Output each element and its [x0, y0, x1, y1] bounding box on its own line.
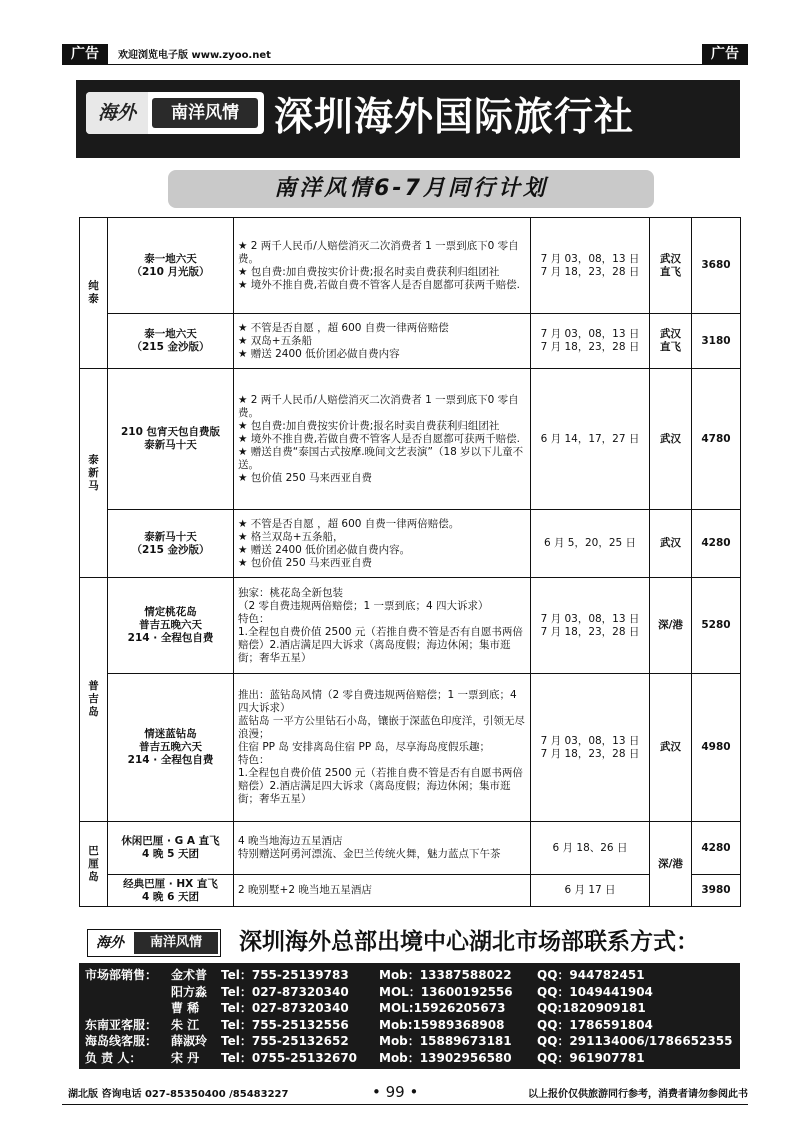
feature-line: ★ 包自费:加自费按实价计费;报名时卖自费获利归组团社 — [238, 265, 500, 278]
contact-role: 负 责 人： — [85, 1050, 142, 1065]
feature-line: ★ 赠送 2400 低价团必做自费内容。 — [238, 543, 411, 556]
product-line: 泰新马十天 — [144, 530, 197, 543]
feature-line: ★ 包自费:加自费按实价计费;报名时卖自费获利归组团社 — [238, 419, 500, 432]
footer-contact: 湖北版 咨询电话 027-85350400 /85483227 — [68, 1089, 289, 1100]
product-cell — [108, 510, 234, 578]
departure-line: 深/港 — [658, 857, 683, 870]
feature-line: ★ 格兰双岛+五条船， — [238, 530, 344, 543]
product-line: 214 · 全程包自费 — [127, 754, 214, 766]
product-line: 210 包宵天包自费版 — [120, 426, 221, 438]
contact-title: 深圳海外总部出境中心湖北市场部联系方式： — [239, 929, 699, 955]
departure-line: 直飞 — [660, 265, 681, 278]
dates-cell — [531, 369, 650, 510]
ad-label-right: 广告 — [702, 44, 748, 64]
date-line: 7 月 03，08，13 日 — [540, 612, 640, 625]
region-cell-thai — [80, 218, 108, 369]
feature-line: 1.全程包自费价值 2500 元（若推自费不管是否有自愿书两倍赔偿）2.酒店满足四大诉求（离岛度假；海边休闲；集市逛街；奢华五星） — [238, 767, 523, 805]
feature-line: ★ 2 两千人民币/人赔偿消灭二次消费者 1 一票到底下0 零自费。 — [238, 393, 519, 419]
departure-cell — [650, 674, 692, 822]
contact-row — [79, 984, 740, 1001]
contact-name: 朱 江 — [171, 1017, 200, 1032]
contact-logo — [87, 929, 221, 957]
date-line: 6 月 18、26 日 — [552, 841, 628, 854]
logo-text-left: 海外 — [86, 92, 148, 134]
product-cell — [108, 578, 234, 674]
contact-row — [79, 1033, 740, 1050]
contact-qq[interactable]: QQ：944782451 — [537, 968, 645, 982]
product-line: 普吉五晚六天 — [139, 619, 202, 631]
region-label: 纯泰 — [88, 280, 99, 305]
product-cell — [108, 674, 234, 822]
product-line: （210 月光版） — [131, 265, 210, 278]
contact-name: 宋 丹 — [171, 1050, 200, 1065]
date-line: 6 月 17 日 — [564, 884, 616, 896]
feature-line: 住宿 PP 岛 安排离岛住宿 PP 岛，尽享海岛度假乐趣； — [238, 741, 491, 753]
contact-name: 曹 稀 — [171, 1001, 200, 1015]
ad-label-left: 广告 — [62, 44, 108, 64]
date-line: 7 月 18，23，28 日 — [540, 265, 640, 278]
contact-row — [79, 1017, 740, 1034]
contact-mobile[interactable]: Mob：13387588022 — [379, 968, 512, 982]
product-cell — [108, 875, 234, 907]
price-cell: 3680 — [692, 218, 741, 314]
table-row — [80, 674, 741, 822]
contact-tel[interactable]: Tel：755-25132652 — [221, 1034, 349, 1048]
date-line: 7 月 18，23，28 日 — [540, 341, 640, 353]
bottom-rule — [62, 1104, 748, 1105]
dates-cell — [531, 510, 650, 578]
departure-line: 武汉 — [660, 252, 681, 265]
product-line: 泰新马十天 — [144, 439, 197, 451]
feature-line: 独家：桃花岛全新包装 — [238, 586, 343, 599]
table-row — [80, 218, 741, 314]
plan-subtitle: 南洋风情6-7月同行计划 — [168, 170, 654, 208]
departure-cell — [650, 510, 692, 578]
region-cell-phuket — [80, 578, 108, 822]
feature-line: ★ 不管是否自愿 ，超 600 自费一律两倍赔偿。 — [238, 517, 460, 530]
contact-mobile[interactable]: Mob:15989368908 — [379, 1017, 505, 1032]
feature-line: ★ 赠送 2400 低价团必做自费内容 — [238, 347, 400, 360]
footer-disclaimer: 以上报价仅供旅游同行参考，消费者请勿参阅此书 — [528, 1089, 748, 1100]
contact-list — [79, 963, 740, 1069]
product-line: 经典巴厘 · HX 直飞 — [123, 877, 218, 890]
feature-line: ★ 不管是否自愿 ，超 600 自费一律两倍赔偿 — [238, 321, 449, 334]
date-line: 7 月 03，08，13 日 — [540, 734, 640, 747]
contact-qq[interactable]: QQ:1820909181 — [537, 1001, 646, 1015]
contact-logo-left: 海外 — [96, 935, 124, 951]
table-row — [80, 578, 741, 674]
feature-line: 2 晚别墅+2 晚当地五星酒店 — [238, 884, 372, 896]
departure-line: 直飞 — [660, 341, 681, 353]
feature-line: ★ 双岛+五条船 — [238, 334, 313, 347]
features-cell — [234, 510, 531, 578]
contact-mobile[interactable]: Mob：15889673181 — [379, 1034, 512, 1048]
date-line: 7 月 18，23，28 日 — [540, 625, 640, 638]
welcome-text[interactable]: 欢迎浏览电子版 www.zyoo.net — [118, 50, 271, 61]
contact-tel[interactable]: Tel：755-25132556 — [221, 1017, 349, 1032]
departure-cell — [650, 369, 692, 510]
price-cell: 4280 — [692, 822, 741, 875]
feature-line: ★ 包价值 250 马来西亚自费 — [238, 556, 372, 569]
region-label: 巴厘岛 — [88, 844, 99, 883]
contact-logo-right: 南洋风情 — [134, 932, 218, 954]
contact-name: 金术普 — [171, 968, 208, 982]
contact-tel[interactable]: Tel：0755-25132670 — [221, 1050, 358, 1065]
feature-line: （2 零自费违规两倍赔偿；1 一票到底；4 四大诉求） — [238, 599, 489, 612]
product-line: 4 晚 5 天团 — [141, 848, 200, 860]
contact-tel[interactable]: Tel：027-87320340 — [221, 1001, 349, 1015]
product-line: （215 金沙版） — [131, 341, 210, 353]
contact-qq[interactable]: QQ：1049441904 — [537, 984, 653, 999]
page-number: • 99 • — [372, 1083, 419, 1101]
feature-line: 蓝钻岛 一平方公里钻石小岛，镶嵌于深蓝色印度洋，引领无尽浪漫； — [238, 715, 525, 740]
features-cell — [234, 218, 531, 314]
date-line: 7 月 03，08，13 日 — [540, 252, 640, 265]
product-line: 214 · 全程包自费 — [127, 632, 214, 644]
price-cell: 4780 — [692, 369, 741, 510]
logo-text-right: 南洋风情 — [152, 98, 258, 128]
features-cell — [234, 314, 531, 369]
contact-name: 薛淑玲 — [171, 1034, 208, 1048]
region-cell-bali — [80, 822, 108, 907]
region-label: 泰新马 — [88, 453, 99, 492]
feature-line: 4 晚当地海边五星酒店 — [238, 835, 343, 847]
feature-line: 特色： — [238, 612, 270, 625]
contact-role: 市场部销售： — [85, 968, 158, 982]
contact-row — [79, 1000, 740, 1017]
price-cell: 5280 — [692, 578, 741, 674]
page-footer — [62, 1082, 748, 1102]
date-line: 7 月 18，23，28 日 — [540, 747, 640, 760]
dates-cell — [531, 578, 650, 674]
header-banner — [76, 80, 740, 158]
departure-cell — [650, 578, 692, 674]
contact-row — [79, 967, 740, 984]
departure-line: 武汉 — [660, 537, 681, 549]
feature-line: 1.全程包自费价值 2500 元（若推自费不管是否有自愿书两倍赔偿）2.酒店满足四大诉求（离岛度假；海边休闲；集市逛街；奢华五星） — [238, 625, 523, 664]
contact-mobile[interactable]: MOL:15926205673 — [379, 1001, 506, 1015]
dates-cell — [531, 822, 650, 875]
feature-line: ★ 赠送自费“泰国古式按摩.晚间文艺表演”（18 岁以下儿童不送。 — [238, 445, 524, 471]
brand-logo — [86, 92, 264, 134]
table-row — [80, 369, 741, 510]
contact-tel[interactable]: Tel：755-25139783 — [221, 968, 349, 982]
contact-mobile[interactable]: Mob：13902956580 — [379, 1050, 512, 1065]
contact-role: 东南亚客服： — [85, 1017, 158, 1032]
product-cell — [108, 822, 234, 875]
contact-tel[interactable]: Tel：027-87320340 — [221, 984, 349, 999]
departure-cell — [650, 314, 692, 369]
feature-line: 特别赠送阿勇河漂流、金巴兰传统火舞，魅力蓝点下午茶 — [238, 848, 501, 860]
dates-cell — [531, 674, 650, 822]
contact-row — [79, 1050, 740, 1067]
feature-line: ★ 2 两千人民币/人赔偿消灭二次消费者 1 一票到底下0 零自费。 — [238, 239, 519, 265]
table-row — [80, 875, 741, 907]
contact-role: 海岛线客服： — [85, 1034, 158, 1048]
feature-line: 推出：蓝钻岛风情（2 零自费违规两倍赔偿；1 一票到底；4 四大诉求） — [238, 689, 517, 714]
dates-cell — [531, 875, 650, 907]
departure-cell — [650, 822, 692, 907]
contact-qq[interactable]: QQ：961907781 — [537, 1050, 645, 1065]
departure-line: 武汉 — [660, 328, 681, 340]
departure-line: 武汉 — [660, 432, 681, 445]
features-cell — [234, 369, 531, 510]
price-cell: 3980 — [692, 875, 741, 907]
product-line: 泰一地六天 — [144, 328, 197, 340]
date-line: 6 月 5，20，25 日 — [543, 537, 637, 549]
contact-name: 阳方淼 — [171, 984, 208, 999]
date-line: 6 月 14，17，27 日 — [540, 432, 640, 445]
table-row — [80, 822, 741, 875]
feature-line: 特色： — [238, 754, 270, 766]
departure-cell — [650, 218, 692, 314]
product-line: （215 金沙版） — [131, 543, 210, 556]
region-label: 普吉岛 — [88, 680, 99, 718]
dates-cell — [531, 218, 650, 314]
plan-table — [79, 217, 741, 907]
top-rule — [62, 64, 748, 65]
top-bar — [62, 44, 748, 64]
price-cell: 3180 — [692, 314, 741, 369]
dates-cell — [531, 314, 650, 369]
date-line: 7 月 03，08，13 日 — [540, 328, 640, 340]
price-cell: 4980 — [692, 674, 741, 822]
contact-header — [79, 925, 740, 959]
departure-line: 武汉 — [660, 741, 681, 753]
features-cell — [234, 674, 531, 822]
product-line: 休闲巴厘 · G A 直飞 — [121, 835, 220, 847]
price-cell: 4280 — [692, 510, 741, 578]
contact-mobile[interactable]: MOL：13600192556 — [379, 984, 513, 999]
product-cell — [108, 369, 234, 510]
features-cell — [234, 875, 531, 907]
region-cell-tsm — [80, 369, 108, 578]
contact-qq[interactable]: QQ：291134006/1786652355 — [537, 1034, 733, 1048]
product-cell — [108, 218, 234, 314]
feature-line: ★ 包价值 250 马来西亚自费 — [238, 471, 372, 484]
product-line: 4 晚 6 天团 — [141, 890, 200, 903]
departure-line: 深/港 — [658, 619, 683, 631]
agency-title: 深圳海外国际旅行社 — [274, 95, 635, 140]
product-line: 情定桃花岛 — [144, 606, 197, 618]
product-line: 情迷蓝钻岛 — [144, 728, 197, 740]
product-cell — [108, 314, 234, 369]
feature-line: ★ 境外不推自费,若做自费不管客人是否自愿都可获两千赔偿. — [238, 432, 520, 445]
table-row — [80, 510, 741, 578]
contact-qq[interactable]: QQ：1786591804 — [537, 1017, 653, 1032]
product-line: 泰一地六天 — [144, 252, 197, 265]
features-cell — [234, 578, 531, 674]
features-cell — [234, 822, 531, 875]
table-row — [80, 314, 741, 369]
product-line: 普吉五晚六天 — [139, 741, 202, 753]
feature-line: ★ 境外不推自费,若做自费不管客人是否自愿都可获两千赔偿. — [238, 278, 520, 291]
